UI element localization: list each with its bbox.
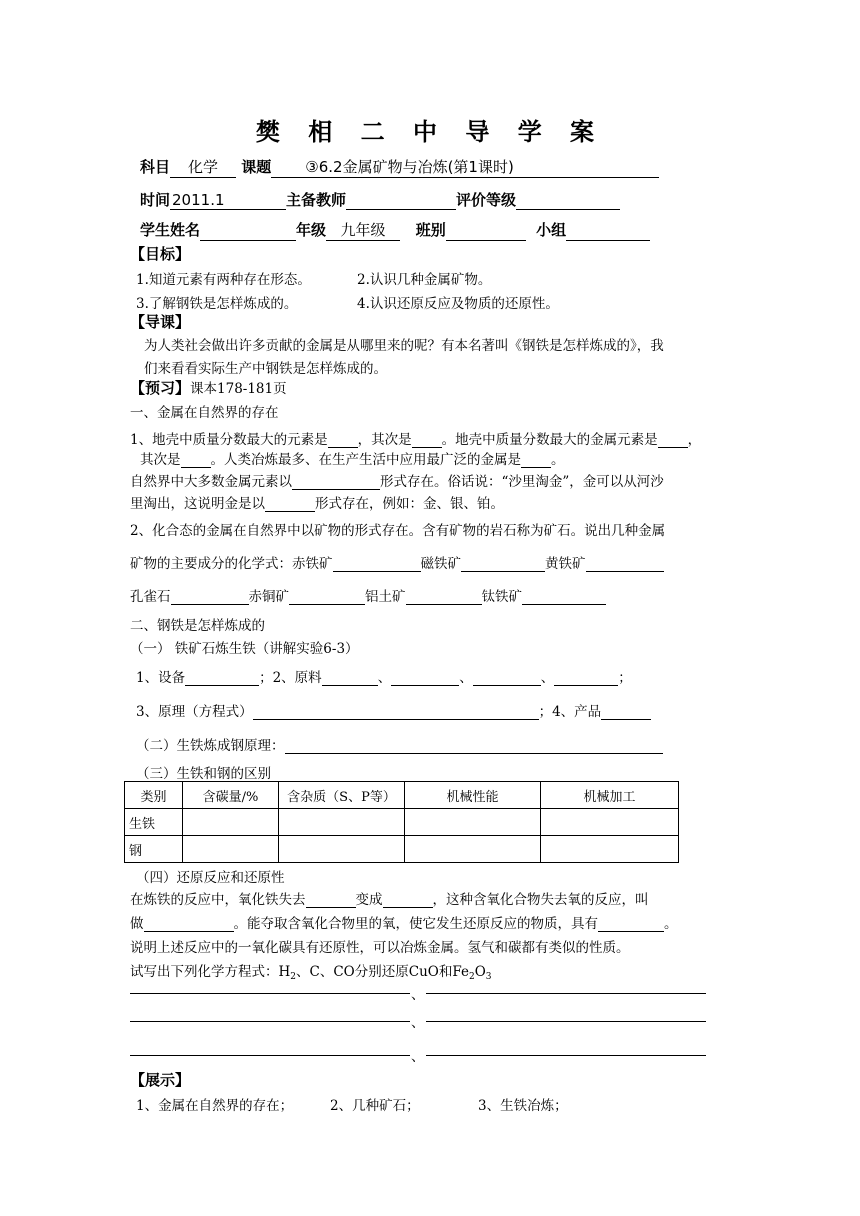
table-row bbox=[125, 809, 679, 836]
student-label: 学生姓名 bbox=[140, 221, 201, 239]
blank bbox=[322, 670, 378, 686]
blank bbox=[461, 556, 545, 572]
goals-heading: 【目标】 bbox=[130, 245, 191, 263]
class-blank bbox=[446, 225, 526, 241]
answer-sep: 、 bbox=[411, 987, 425, 1003]
goal-3: 3.了解钢铁是怎样炼成的。 bbox=[136, 296, 298, 312]
blank bbox=[586, 556, 664, 572]
preview-heading: 【预习】 bbox=[130, 379, 191, 397]
section-2-title: 二、钢铁是怎样炼成的 bbox=[130, 618, 265, 634]
table-header: 含碳量/% bbox=[183, 782, 279, 809]
question-1-line-1: 1、地壳中质量分数最大的元素是 ，其次是 。地壳中质量分数最大的金属元素是 ， bbox=[130, 432, 702, 448]
table-row bbox=[125, 836, 679, 863]
blank bbox=[185, 670, 259, 686]
blank bbox=[473, 670, 541, 686]
answer-sep: 、 bbox=[411, 1049, 425, 1065]
goal-4: 4.认识还原反应及物质的还原性。 bbox=[357, 296, 559, 312]
blank bbox=[333, 556, 421, 572]
page-title: 樊 相 二 中 导 学 案 bbox=[255, 118, 605, 146]
equation-prompt: 试写出下列化学方程式：$H_2$、C、CO分别还原CuO和$Fe_2O_3$ bbox=[130, 964, 492, 982]
table-header: 机械加工 bbox=[541, 782, 679, 809]
blank bbox=[383, 892, 433, 908]
group-label: 小组 bbox=[536, 221, 567, 239]
answer-line[interactable] bbox=[426, 1055, 706, 1056]
blank bbox=[289, 589, 365, 605]
blank bbox=[406, 589, 482, 605]
show-item-3: 3、生铁冶炼； bbox=[478, 1098, 568, 1114]
blank bbox=[391, 670, 459, 686]
blank bbox=[144, 916, 234, 932]
intro-heading: 【导课】 bbox=[130, 313, 191, 331]
answer-line[interactable] bbox=[130, 1021, 410, 1022]
header-row-time bbox=[140, 189, 620, 210]
question-2-line-2: 矿物的主要成分的化学式：赤铁矿 磁铁矿 黄铁矿 bbox=[130, 552, 664, 572]
principle-product-line: 3、原理（方程式） ；4、产品 bbox=[136, 700, 651, 720]
question-1-line-2: 其次是 。人类冶炼最多、在生产生活中应用最广泛的金属是 。 bbox=[140, 452, 565, 468]
section-1-title: 一、金属在自然界的存在 bbox=[130, 405, 279, 421]
teacher-label: 主备教师 bbox=[286, 191, 347, 209]
section-2-3-title: （三）生铁和钢的区别 bbox=[136, 766, 271, 782]
reduction-line-2: 做 。能夺取含氧化合物里的氧，使它发生还原反应的物质，具有 。 bbox=[130, 916, 678, 932]
reduction-line-3: 说明上述反应中的一氧化碳具有还原性，可以冶炼金属。氢气和碳都有类似的性质。 bbox=[130, 940, 630, 956]
grade-label: 年级 bbox=[296, 221, 327, 239]
preview-heading-row bbox=[130, 377, 287, 398]
intro-line-2: 们来看看实际生产中钢铁是怎样炼成的。 bbox=[144, 361, 387, 377]
reduction-line-1: 在炼铁的反应中，氧化铁失去 变成 ，这种含氧化合物失去氧的反应，叫 bbox=[130, 892, 649, 908]
answer-line[interactable] bbox=[130, 1055, 410, 1056]
question-2-line-1: 2、化合态的金属在自然界中以矿物的形式存在。含有矿物的岩石称为矿石。说出几种金属 bbox=[130, 523, 666, 539]
header-row-subject bbox=[140, 156, 659, 178]
show-heading: 【展示】 bbox=[130, 1071, 191, 1089]
subject-value: 化学 bbox=[170, 156, 236, 178]
class-label: 班别 bbox=[415, 221, 446, 239]
grade-eval-blank bbox=[516, 194, 620, 210]
blank bbox=[658, 432, 688, 448]
grade-value: 九年级 bbox=[326, 219, 400, 241]
table-cell: 钢 bbox=[125, 836, 183, 863]
blank bbox=[171, 589, 249, 605]
intro-line-1: 为人类社会做出许多贡献的金属是从哪里来的呢？有本名著叫《钢铁是怎样炼成的》，我 bbox=[144, 338, 664, 354]
table-cell[interactable] bbox=[183, 836, 279, 863]
equipment-materials-line: 1、设备 ；2、原料 、 、 、 ； bbox=[136, 670, 632, 686]
table-cell[interactable] bbox=[279, 836, 405, 863]
table-header: 类别 bbox=[125, 782, 183, 809]
blank bbox=[292, 474, 380, 490]
question-1-line-3: 自然界中大多数金属元素以 形式存在。俗话说：“沙里淘金”，金可以从河沙 bbox=[130, 474, 664, 490]
answer-sep: 、 bbox=[411, 1015, 425, 1031]
blank bbox=[521, 452, 551, 468]
preview-pages: 课本178-181页 bbox=[190, 381, 287, 397]
topic-value: ③6.2金属矿物与冶炼(第1课时) bbox=[271, 156, 659, 178]
table-header: 含杂质（S、P等） bbox=[279, 782, 405, 809]
table-cell[interactable] bbox=[541, 809, 679, 836]
show-item-2: 2、几种矿石； bbox=[330, 1098, 420, 1114]
time-value: 2011.1 bbox=[170, 191, 286, 210]
table-header: 机械性能 bbox=[405, 782, 541, 809]
blank bbox=[522, 589, 606, 605]
blank bbox=[412, 432, 442, 448]
goal-2: 2.认识几种金属矿物。 bbox=[357, 272, 492, 288]
table-cell[interactable] bbox=[405, 836, 541, 863]
subject-label: 科目 bbox=[140, 158, 171, 176]
teacher-blank bbox=[346, 194, 456, 210]
show-item-1: 1、金属在自然界的存在； bbox=[136, 1098, 294, 1114]
answer-line[interactable] bbox=[426, 993, 706, 994]
question-1-line-4: 里淘出，这说明金是以 形式存在，例如：金、银、铂。 bbox=[130, 496, 504, 512]
topic-label: 课题 bbox=[241, 158, 272, 176]
answer-line[interactable] bbox=[130, 993, 410, 994]
table-cell[interactable] bbox=[183, 809, 279, 836]
steel-principle-line: （二）生铁炼成钢原理： bbox=[136, 734, 663, 754]
blank bbox=[598, 916, 664, 932]
blank bbox=[285, 738, 663, 754]
table-cell[interactable] bbox=[541, 836, 679, 863]
blank bbox=[306, 892, 356, 908]
section-2-1-title: （一） 铁矿石炼生铁（讲解实验6-3） bbox=[130, 641, 359, 657]
group-blank bbox=[566, 225, 650, 241]
question-2-line-3: 孔雀石 赤铜矿 铝土矿 钛铁矿 bbox=[130, 585, 606, 605]
table-cell: 生铁 bbox=[125, 809, 183, 836]
blank bbox=[253, 704, 539, 720]
blank bbox=[554, 670, 618, 686]
student-blank bbox=[200, 225, 296, 241]
header-row-student bbox=[140, 219, 650, 241]
comparison-table bbox=[124, 781, 679, 863]
goal-1: 1.知道元素有两种存在形态。 bbox=[136, 272, 311, 288]
table-cell[interactable] bbox=[405, 809, 541, 836]
grade-eval-label: 评价等级 bbox=[456, 191, 517, 209]
time-label: 时间 bbox=[140, 191, 171, 209]
blank bbox=[601, 704, 651, 720]
section-2-4-title: （四）还原反应和还原性 bbox=[136, 870, 285, 886]
table-cell[interactable] bbox=[279, 809, 405, 836]
blank bbox=[181, 452, 211, 468]
table-header-row bbox=[125, 782, 679, 809]
blank bbox=[328, 432, 358, 448]
answer-line[interactable] bbox=[426, 1021, 706, 1022]
blank bbox=[265, 496, 315, 512]
